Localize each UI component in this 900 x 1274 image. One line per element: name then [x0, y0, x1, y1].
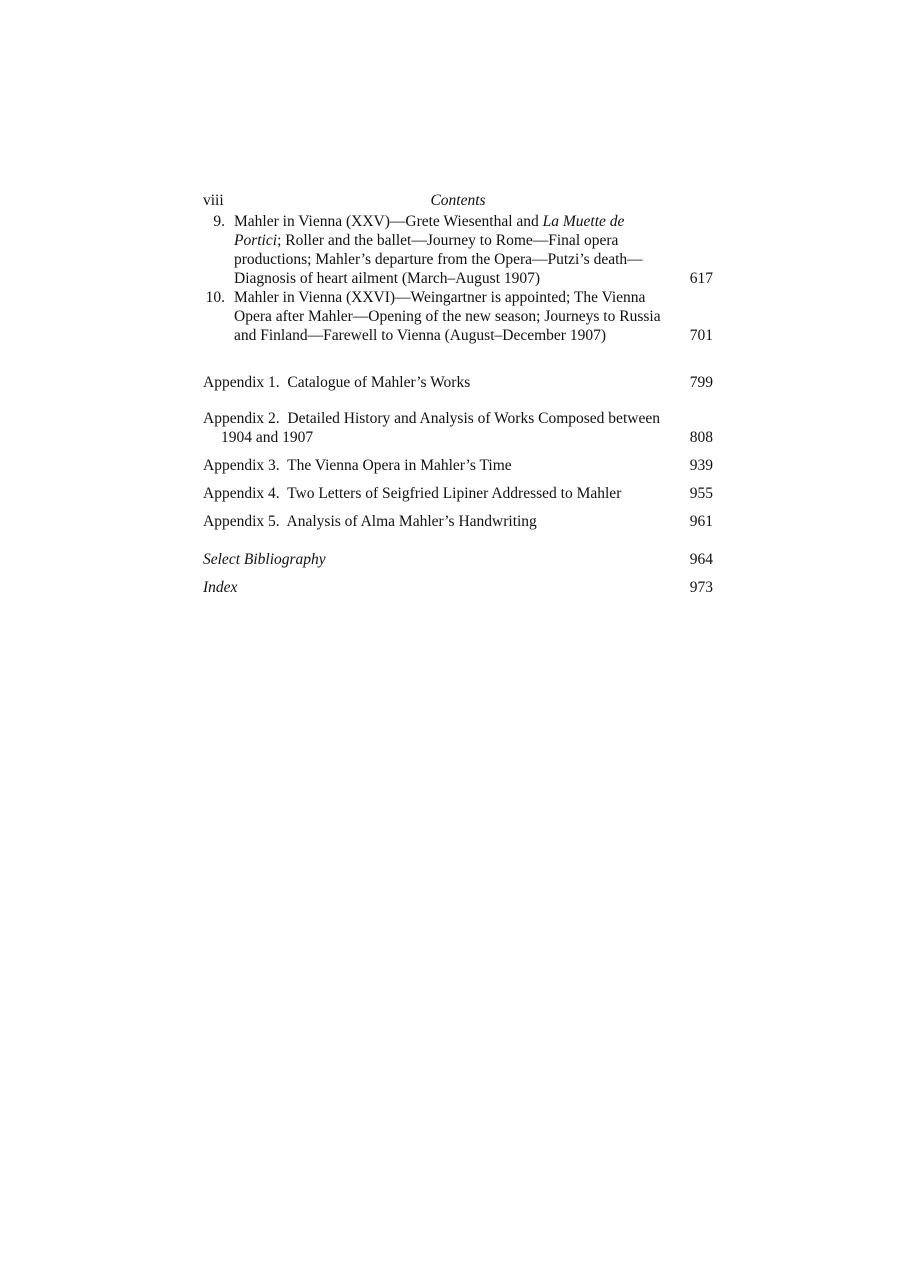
page-folio: viii [203, 192, 224, 209]
page-number: 964 [689, 551, 713, 568]
page-number: 799 [689, 374, 713, 391]
chapter-title: Mahler in Vienna (XXVI)—Weingartner is appointed; The Vienna Opera after Mahler—Opening of the new season; Journeys to Russia and Finland—Farewell to Vienna (August–December 1907) [234, 289, 661, 344]
appendix-title: Appendix 2. Detailed History and Analysis of Works Composed between 1904 and 1907 [203, 410, 660, 446]
appendix-label: Appendix 4. [203, 485, 280, 502]
toc-entry-index[interactable] [203, 578, 713, 597]
appendix-title: Appendix 3. The Vienna Opera in Mahler’s Time [203, 457, 512, 474]
toc-entry-appendix-2[interactable] [203, 409, 713, 447]
index-title: Index [203, 579, 238, 596]
page-number: 961 [689, 513, 713, 530]
page-number: 701 [689, 327, 713, 344]
chapter-number: 9. [213, 213, 225, 230]
chapter-title: Mahler in Vienna (XXV)—Grete Wiesenthal and La Muette de Portici; Roller and the ballet—Journey to Rome—Final opera productions; Mahler’s departure from the Opera—Putzi’s death—Diagnosis of heart ailment (March–August 1907) [234, 213, 643, 287]
chapter-number: 10. [205, 289, 225, 306]
page-number: 939 [689, 457, 713, 474]
appendix-title: Appendix 4. Two Letters of Seigfried Lipiner Addressed to Mahler [203, 485, 622, 502]
toc-entry-appendix-4[interactable] [203, 484, 713, 503]
toc-entry-appendix-1[interactable] [203, 373, 713, 392]
page-number: 955 [689, 485, 713, 502]
appendix-label: Appendix 5. [203, 513, 280, 530]
page-number: 808 [689, 429, 713, 446]
page-header [203, 190, 713, 212]
opera-title: La Muette de Portici [234, 213, 625, 249]
toc-entry-chapter-10[interactable] [203, 288, 713, 345]
appendix-label: Appendix 1. [203, 374, 280, 391]
page-number: 617 [689, 270, 713, 287]
toc-entry-appendix-3[interactable] [203, 456, 713, 475]
running-head: Contents [430, 192, 486, 209]
page-number: 973 [689, 579, 713, 596]
toc-entry-bibliography[interactable] [203, 550, 713, 569]
toc-entry-appendix-5[interactable] [203, 512, 713, 531]
toc-entry-chapter-9[interactable] [203, 212, 713, 288]
bibliography-title: Select Bibliography [203, 551, 326, 568]
appendix-title: Appendix 5. Analysis of Alma Mahler’s Handwriting [203, 513, 537, 530]
contents-page [203, 190, 713, 597]
appendix-label: Appendix 2. [203, 410, 280, 427]
appendix-title: Appendix 1. Catalogue of Mahler’s Works [203, 374, 471, 391]
appendix-label: Appendix 3. [203, 457, 280, 474]
